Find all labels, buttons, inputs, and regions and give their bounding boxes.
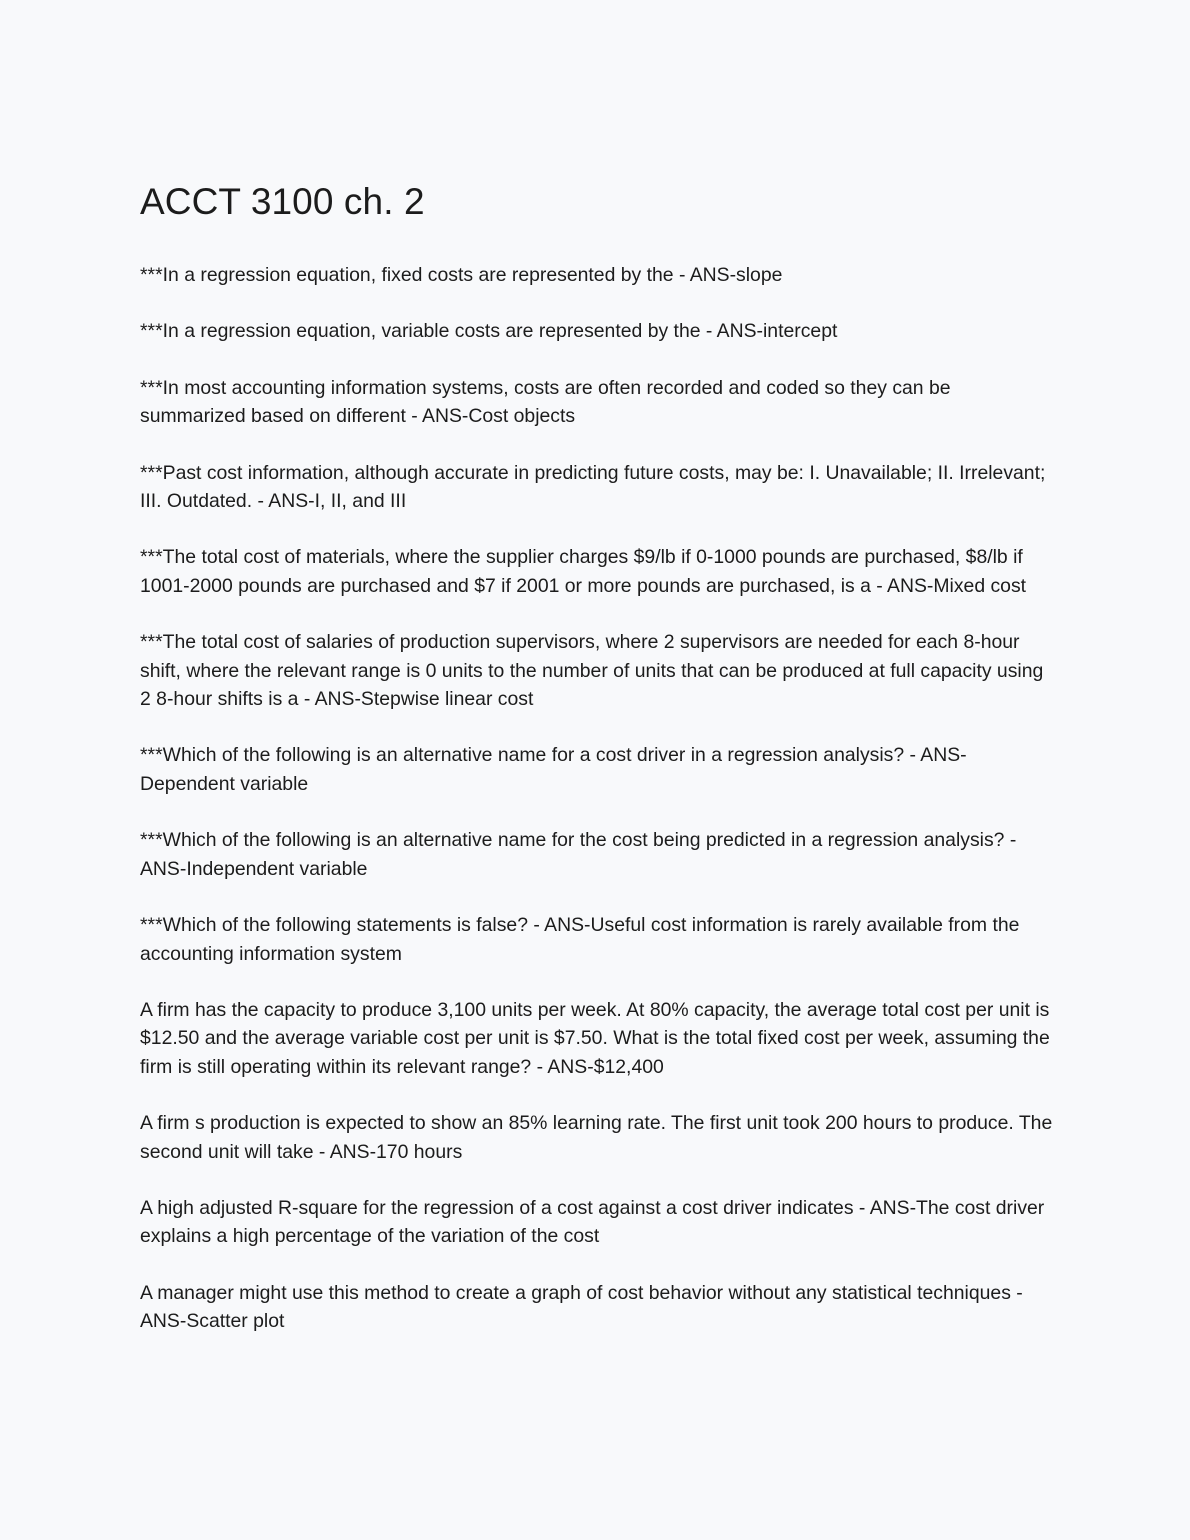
qa-item: ***Which of the following statements is false? - ANS-Useful cost information is rarely available from the accounting information system	[140, 914, 1020, 965]
qa-list	[140, 261, 1055, 1336]
page-title: ACCT 3100 ch. 2	[140, 181, 425, 222]
qa-item: ***Past cost information, although accurate in predicting future costs, may be: I. Unavailable; II. Irrelevant; III. Outdated. - ANS-I, II, and III	[140, 461, 1046, 513]
qa-item: ***In most accounting information systems, costs are often recorded and coded so they can be summarized based on different - ANS-Cost objects	[140, 376, 951, 428]
qa-item: ***The total cost of materials, where the supplier charges $9/lb if 0-1000 pounds are purchased, $8/lb if 1001-2000 pounds are purchased and $7 if 2001 or more pounds are purchased, is a - ANS-Mixed cost	[140, 546, 1027, 597]
document-page	[140, 177, 1055, 1364]
qa-item: ***In a regression equation, variable costs are represented by the - ANS-intercept	[140, 320, 838, 343]
qa-item: ***Which of the following is an alternative name for a cost driver in a regression analysis? - ANS-Dependent variable	[140, 744, 967, 795]
qa-item: A manager might use this method to create a graph of cost behavior without any statistical techniques - ANS-Scatter plot	[140, 1281, 1023, 1333]
qa-item: ***The total cost of salaries of production supervisors, where 2 supervisors are needed for each 8-hour shift, where the relevant range is 0 units to the number of units that can be produced at full capacity using 2 8-hour shifts is a - ANS-Stepwise linear cost	[140, 631, 1044, 711]
qa-item: A firm s production is expected to show an 85% learning rate. The first unit took 200 hours to produce. The second unit will take - ANS-170 hours	[140, 1112, 1053, 1163]
qa-item: ***In a regression equation, fixed costs are represented by the - ANS-slope	[140, 264, 783, 286]
qa-item: A high adjusted R-square for the regression of a cost against a cost driver indicates - ANS-The cost driver explains a high percentage of the variation of the cost	[140, 1196, 1045, 1248]
qa-item: ***Which of the following is an alternative name for the cost being predicted in a regression analysis? - ANS-Independent variable	[140, 829, 1017, 880]
qa-item: A firm has the capacity to produce 3,100 units per week. At 80% capacity, the average total cost per unit is $12.50 and the average variable cost per unit is $7.50. What is the total fixed cost per week, assuming the firm is still operating within its relevant range? - ANS-$12,400	[140, 998, 1050, 1078]
